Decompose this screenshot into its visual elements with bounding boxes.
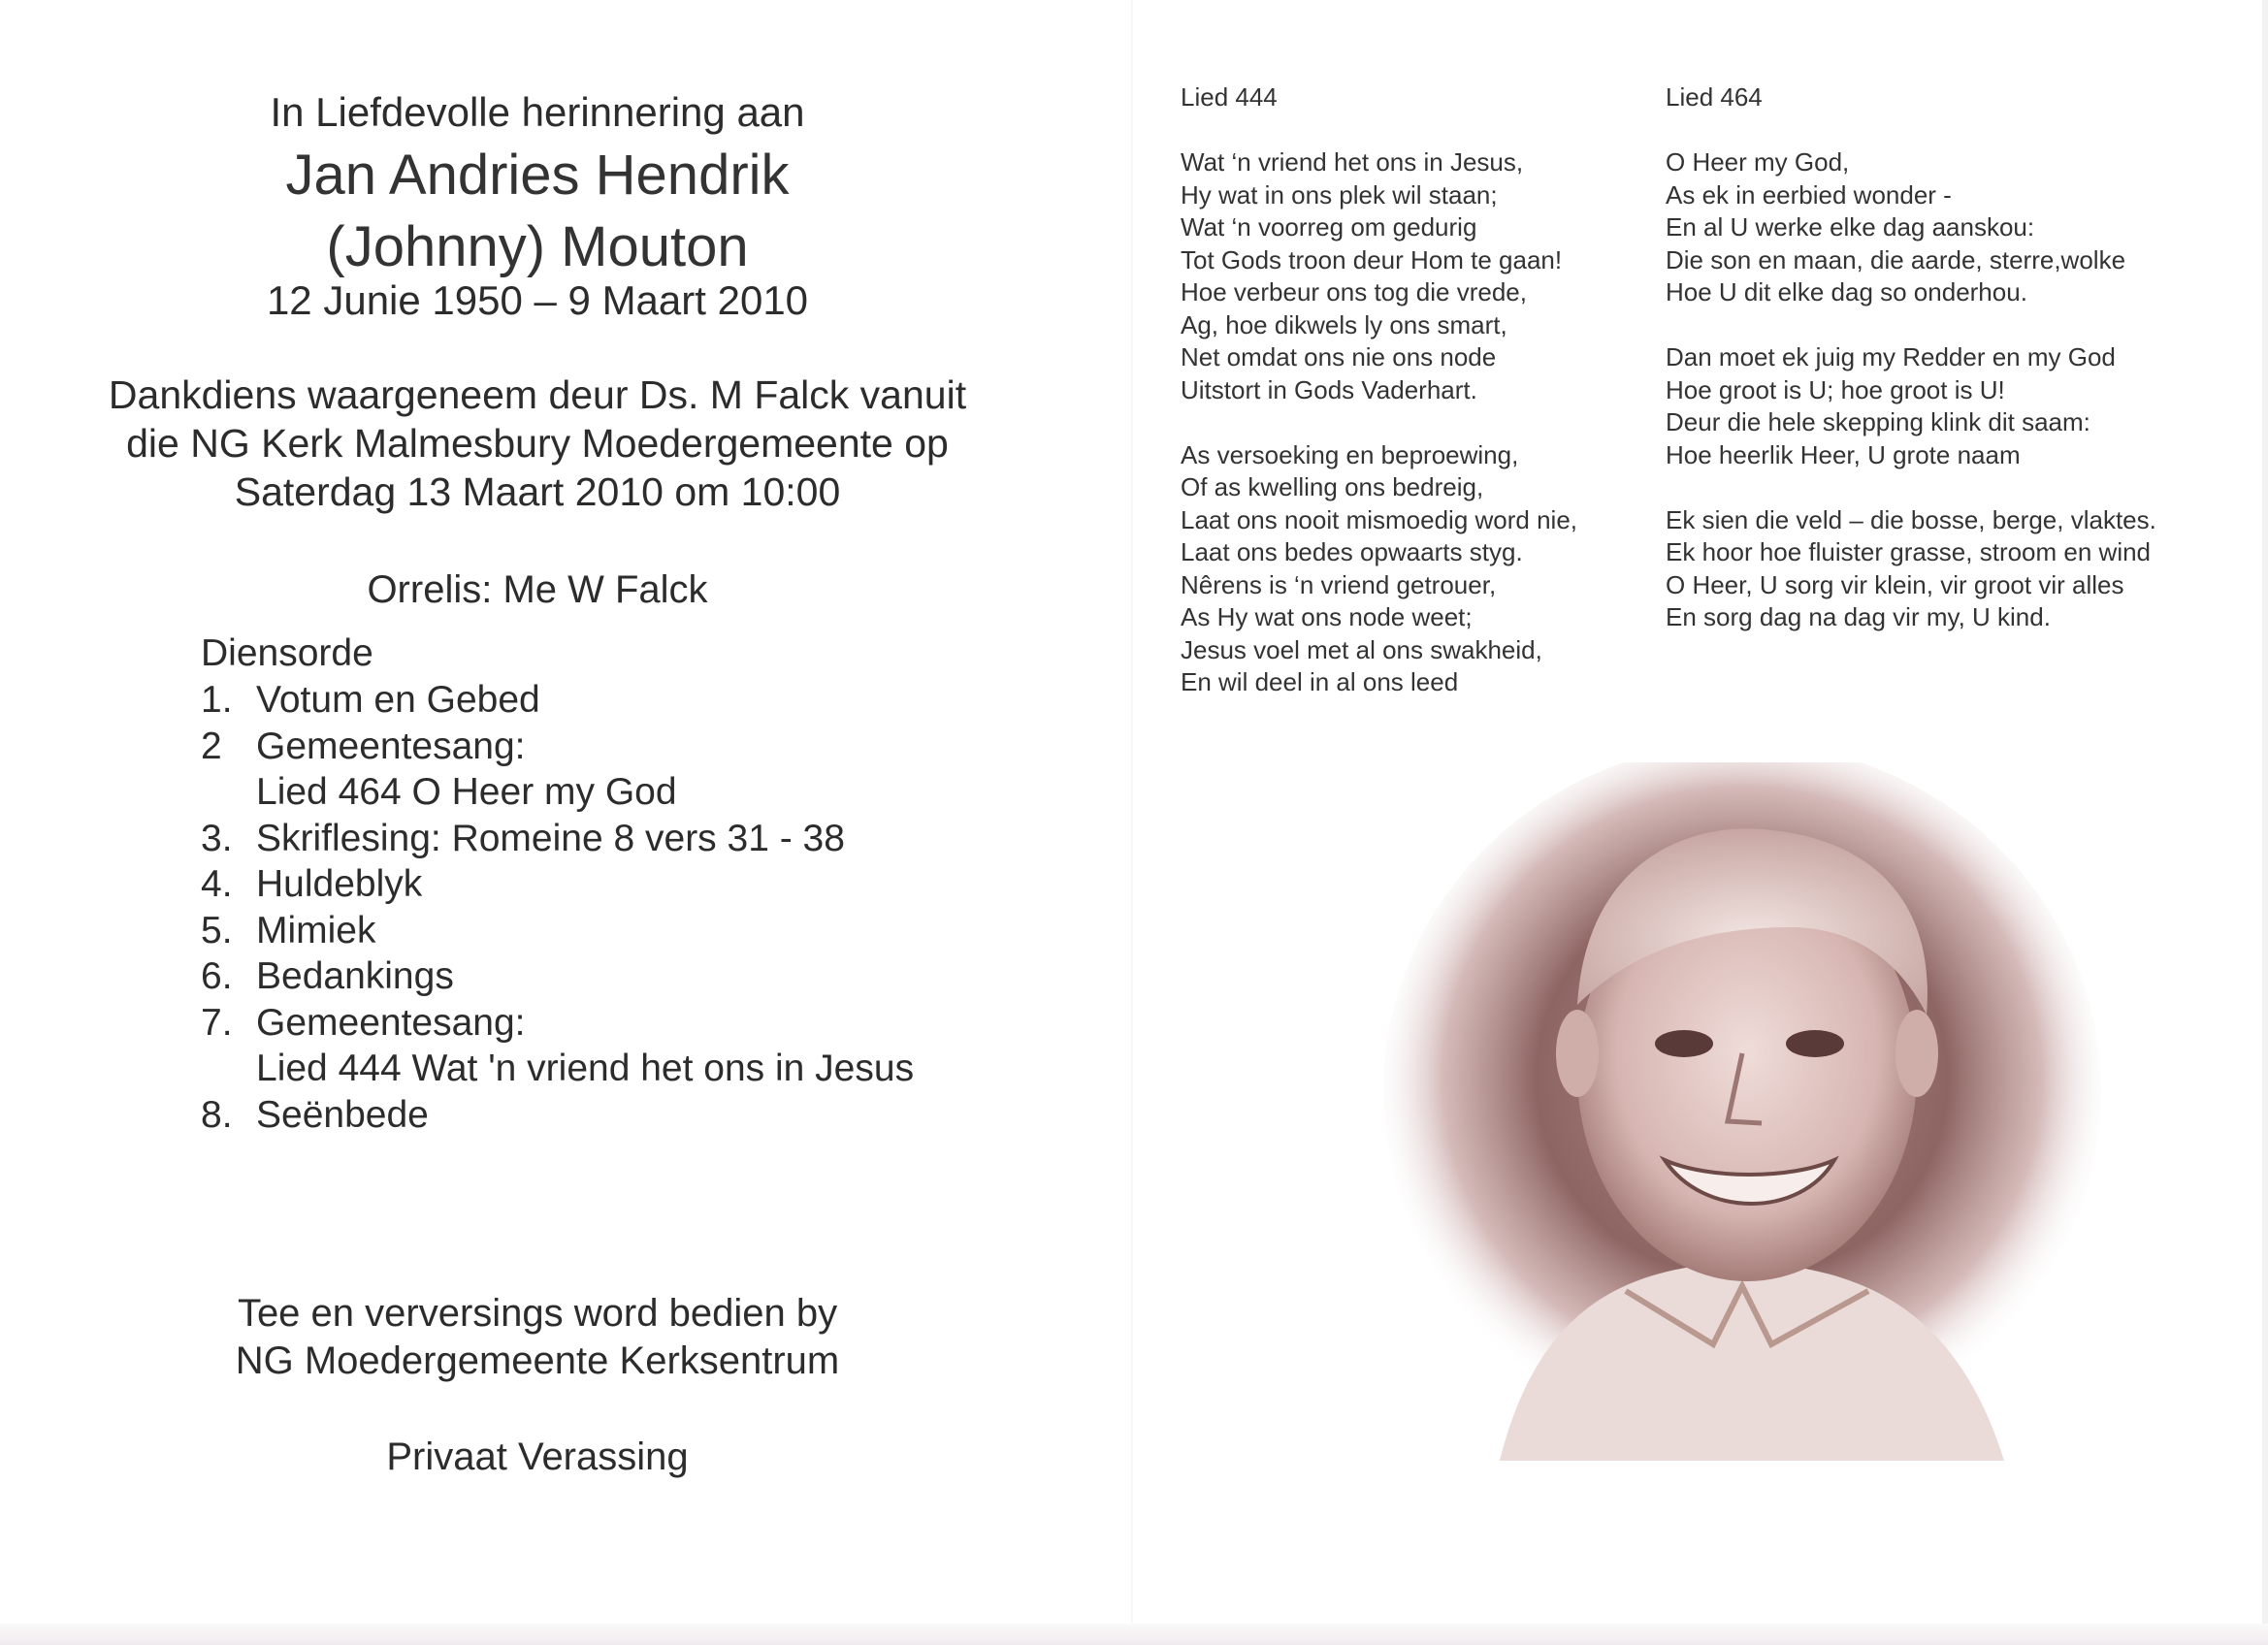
hymn-line: Net omdat ons nie ons node — [1181, 342, 1497, 371]
hymn-stanza — [1181, 439, 1577, 699]
left-page — [0, 0, 1133, 1645]
order-number: 6. — [201, 955, 233, 997]
hymn-line: Ek hoor hoe fluister grasse, stroom en wind — [1666, 537, 2152, 566]
hymn-title: Lied 464 — [1666, 82, 1763, 112]
hymn-line: En sorg dag na dag vir my, U kind. — [1666, 602, 2051, 631]
portrait-photo — [1383, 762, 2101, 1461]
hymn-line: Nêrens is ‘n vriend getrouer, — [1181, 569, 1497, 599]
refreshments-note — [0, 1290, 1075, 1385]
hymn-line: Hoe U dit elke dag so onderhou. — [1666, 277, 2027, 306]
refreshments-line: NG Moedergemeente Kerksentrum — [235, 1339, 840, 1382]
hymn-line: Uitstort in Gods Vaderhart. — [1181, 374, 1477, 404]
hymn-line: En al U werke elke dag aanskou: — [1666, 212, 2035, 242]
hymn-stanza — [1666, 146, 2156, 309]
hymn-line: Laat ons nooit mismoedig word nie, — [1181, 504, 1578, 534]
order-subtext: Lied 464 O Heer my God — [256, 771, 677, 813]
life-dates: 12 Junie 1950 – 9 Maart 2010 — [266, 277, 809, 323]
cremation-note: Privaat Verassing — [386, 1435, 689, 1478]
order-item — [201, 1000, 914, 1047]
hymn-line: Hoe heerlik Heer, U grote naam — [1666, 439, 2021, 469]
hymn-title: Lied 444 — [1181, 82, 1278, 112]
organist: Orrelis: Me W Falck — [367, 568, 708, 611]
scan-edge-right — [2262, 0, 2268, 1645]
deceased-name-line2: (Johnny) Mouton — [326, 215, 749, 278]
order-text: Gemeentesang: — [256, 1001, 526, 1044]
order-number: 7. — [201, 1001, 233, 1044]
service-line: Saterdag 13 Maart 2010 om 10:00 — [234, 469, 841, 514]
order-title: Diensorde — [201, 632, 373, 674]
order-text: Skriflesing: Romeine 8 vers 31 - 38 — [256, 817, 845, 859]
order-item — [201, 1092, 914, 1139]
order-text: Seënbede — [256, 1093, 429, 1136]
order-of-service — [201, 630, 914, 1138]
order-number: 5. — [201, 909, 233, 952]
order-text: Votum en Gebed — [256, 679, 540, 721]
hymn-line: Tot Gods troon deur Hom te gaan! — [1181, 244, 1563, 274]
right-page — [1133, 0, 2268, 1645]
order-number: 8. — [201, 1093, 233, 1136]
order-number: 3. — [201, 817, 233, 859]
hymn-line: Die son en maan, die aarde, sterre,wolke — [1666, 244, 2126, 274]
hymn-line: Hoe verbeur ons tog die vrede, — [1181, 277, 1527, 306]
memorial-intro: In Liefdevolle herinnering aan — [270, 89, 805, 135]
service-line: die NG Kerk Malmesbury Moedergemeente op — [126, 421, 949, 466]
hymn-line: Hy wat in ons plek wil staan; — [1181, 179, 1498, 210]
hymn-line: Ag, hoe dikwels ly ons smart, — [1181, 309, 1507, 339]
hymn-line: Jesus voel met al ons swakheid, — [1181, 634, 1542, 664]
order-item — [201, 908, 914, 954]
order-item — [201, 724, 914, 770]
order-number: 4. — [201, 863, 233, 905]
hymn-line: Of as kwelling ons bedreig, — [1181, 472, 1484, 501]
hymn-line: Dan moet ek juig my Redder en my God — [1666, 342, 2116, 371]
hymn-line: O Heer my God, — [1666, 147, 1850, 177]
order-number: 1. — [201, 679, 233, 721]
order-number: 2 — [201, 725, 222, 767]
order-item — [201, 953, 914, 1000]
scan-edge-bottom — [0, 1624, 2268, 1645]
refreshments-line: Tee en verversings word bedien by — [237, 1292, 838, 1335]
order-item — [201, 816, 914, 862]
hymn-line: Hoe groot is U; hoe groot is U! — [1666, 374, 2005, 404]
order-text: Mimiek — [256, 909, 376, 952]
hymn-line: As ek in eerbied wonder - — [1666, 179, 1952, 210]
hymn-line: As versoeking en beproewing, — [1181, 439, 1519, 469]
order-text: Gemeentesang: — [256, 725, 526, 767]
hymn-line: O Heer, U sorg vir klein, vir groot vir alles — [1666, 569, 2124, 599]
order-text: Huldeblyk — [256, 863, 423, 905]
hymn-line: Deur die hele skepping klink dit saam: — [1666, 407, 2090, 436]
order-text: Bedankings — [256, 955, 454, 997]
hymn-stanza — [1666, 504, 2156, 634]
order-subtext: Lied 444 Wat 'n vriend het ons in Jesus — [256, 1048, 915, 1089]
hymn-line: Wat ‘n vriend het ons in Jesus, — [1181, 147, 1524, 177]
order-item — [201, 861, 914, 908]
hymn-line: As Hy wat ons node weet; — [1181, 602, 1473, 631]
deceased-name-line1: Jan Andries Hendrik — [285, 144, 790, 207]
hymn-line: Wat ‘n voorreg om gedurig — [1181, 212, 1477, 242]
hymn-line: Laat ons bedes opwaarts styg. — [1181, 537, 1523, 566]
hymn-444 — [1181, 81, 1577, 731]
hymn-464 — [1666, 81, 2156, 666]
service-line: Dankdiens waargeneem deur Ds. M Falck vanuit — [108, 372, 967, 417]
hymn-line: Ek sien die veld – die bosse, berge, vlaktes. — [1666, 504, 2156, 534]
hymn-stanza — [1666, 341, 2156, 471]
hymn-stanza — [1181, 146, 1577, 406]
order-item — [201, 677, 914, 724]
hymn-line: En wil deel in al ons leed — [1181, 667, 1459, 696]
service-details — [0, 371, 1075, 516]
